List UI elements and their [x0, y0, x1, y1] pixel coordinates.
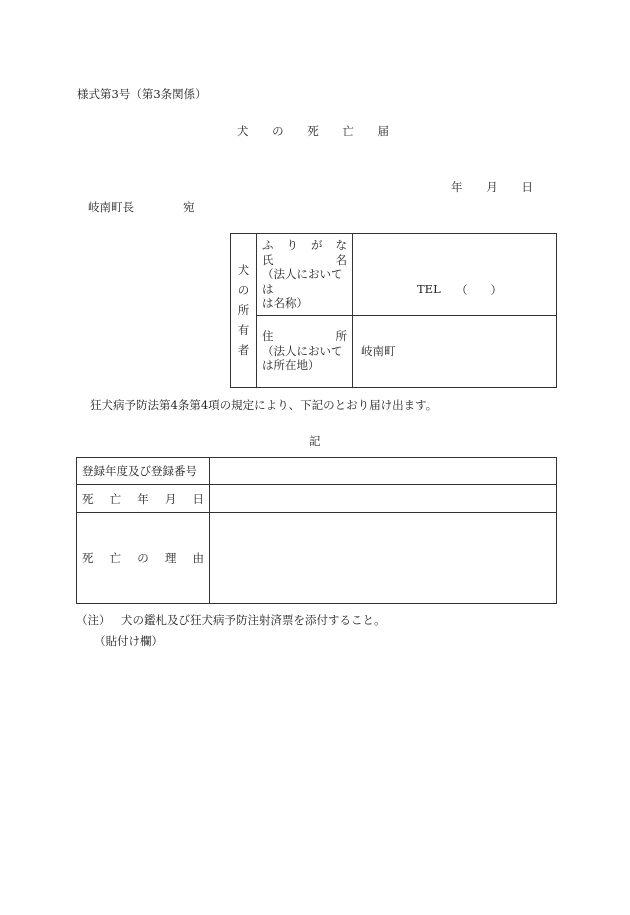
addressee-suffix: 宛	[183, 200, 195, 214]
tel-paren: （ ）	[456, 283, 502, 297]
name-label	[262, 253, 347, 268]
death-reason-char: 死	[82, 551, 94, 565]
owner-header-char: の	[237, 283, 250, 298]
death-reason-value-cell[interactable]	[210, 513, 557, 604]
death-date-label-cell	[77, 485, 210, 513]
death-reason-char: の	[137, 551, 149, 565]
death-date-char: 死	[82, 491, 94, 506]
death-reason-char: 亡	[109, 551, 122, 565]
form-number: 様式第3号（第3条関係）	[77, 87, 207, 101]
document-title	[237, 123, 389, 139]
owner-header-char: 有	[237, 323, 250, 338]
death-reason-label	[82, 550, 204, 566]
address-label-cell	[257, 315, 353, 387]
name-label-cell	[257, 234, 353, 316]
furigana-label	[262, 238, 347, 253]
name-note-line2: は名称）	[262, 296, 308, 310]
address-note-line2: は所在地）	[262, 358, 320, 373]
name-value-cell[interactable]	[353, 234, 557, 316]
address-label	[262, 329, 347, 344]
death-date-value-cell[interactable]	[210, 485, 557, 513]
death-date-label	[82, 491, 204, 507]
date-line	[451, 179, 533, 195]
title-char: 死	[307, 124, 319, 138]
date-year: 年	[451, 180, 463, 194]
record-table	[76, 457, 557, 604]
owner-header-char: 犬	[237, 263, 250, 278]
death-date-char: 月	[164, 491, 177, 506]
name-char: 氏	[262, 252, 274, 267]
registration-label-cell	[77, 458, 210, 485]
owner-header-cell	[231, 234, 257, 388]
name-note-line1: （法人においては	[262, 267, 343, 296]
death-date-char: 年	[137, 491, 149, 506]
address-value: 岐南町	[361, 344, 396, 358]
note-label: （注）	[76, 613, 111, 627]
title-char: 犬	[237, 124, 249, 138]
owner-header-char: 所	[237, 303, 250, 318]
furigana-char: り	[286, 238, 298, 252]
registration-label: 登録年度及び登録番号	[82, 464, 197, 478]
death-date-char: 日	[192, 491, 204, 506]
date-month: 月	[486, 180, 498, 194]
furigana-char: ふ	[262, 238, 274, 252]
addressee-name: 岐南町長	[88, 200, 134, 214]
name-char: 名	[335, 252, 347, 267]
title-char: 亡	[342, 124, 354, 138]
death-reason-label-cell	[77, 513, 210, 604]
death-reason-char: 由	[192, 551, 204, 565]
address-value-cell[interactable]	[353, 315, 557, 387]
title-char: 届	[377, 124, 389, 138]
address-char: 住	[262, 329, 274, 344]
ki-label: 記	[309, 434, 321, 448]
note-text: 犬の鑑札及び狂犬病予防注射済票を添付すること。	[121, 613, 386, 627]
furigana-char: が	[311, 238, 323, 252]
furigana-char: な	[335, 238, 347, 252]
owner-header-char: 者	[237, 343, 250, 358]
paste-area-label: （貼付け欄）	[94, 634, 163, 648]
title-char: の	[272, 124, 284, 138]
registration-value-cell[interactable]	[210, 458, 557, 485]
owner-table	[230, 233, 557, 388]
statement-text: 狂犬病予防法第4条第4項の規定により、下記のとおり届け出ます。	[90, 398, 438, 412]
address-note-line1: （法人において	[262, 343, 343, 358]
address-char: 所	[335, 329, 347, 344]
date-day: 日	[521, 180, 533, 194]
death-date-char: 亡	[109, 491, 122, 506]
death-reason-char: 理	[164, 551, 177, 565]
tel-label: TEL	[417, 282, 441, 296]
